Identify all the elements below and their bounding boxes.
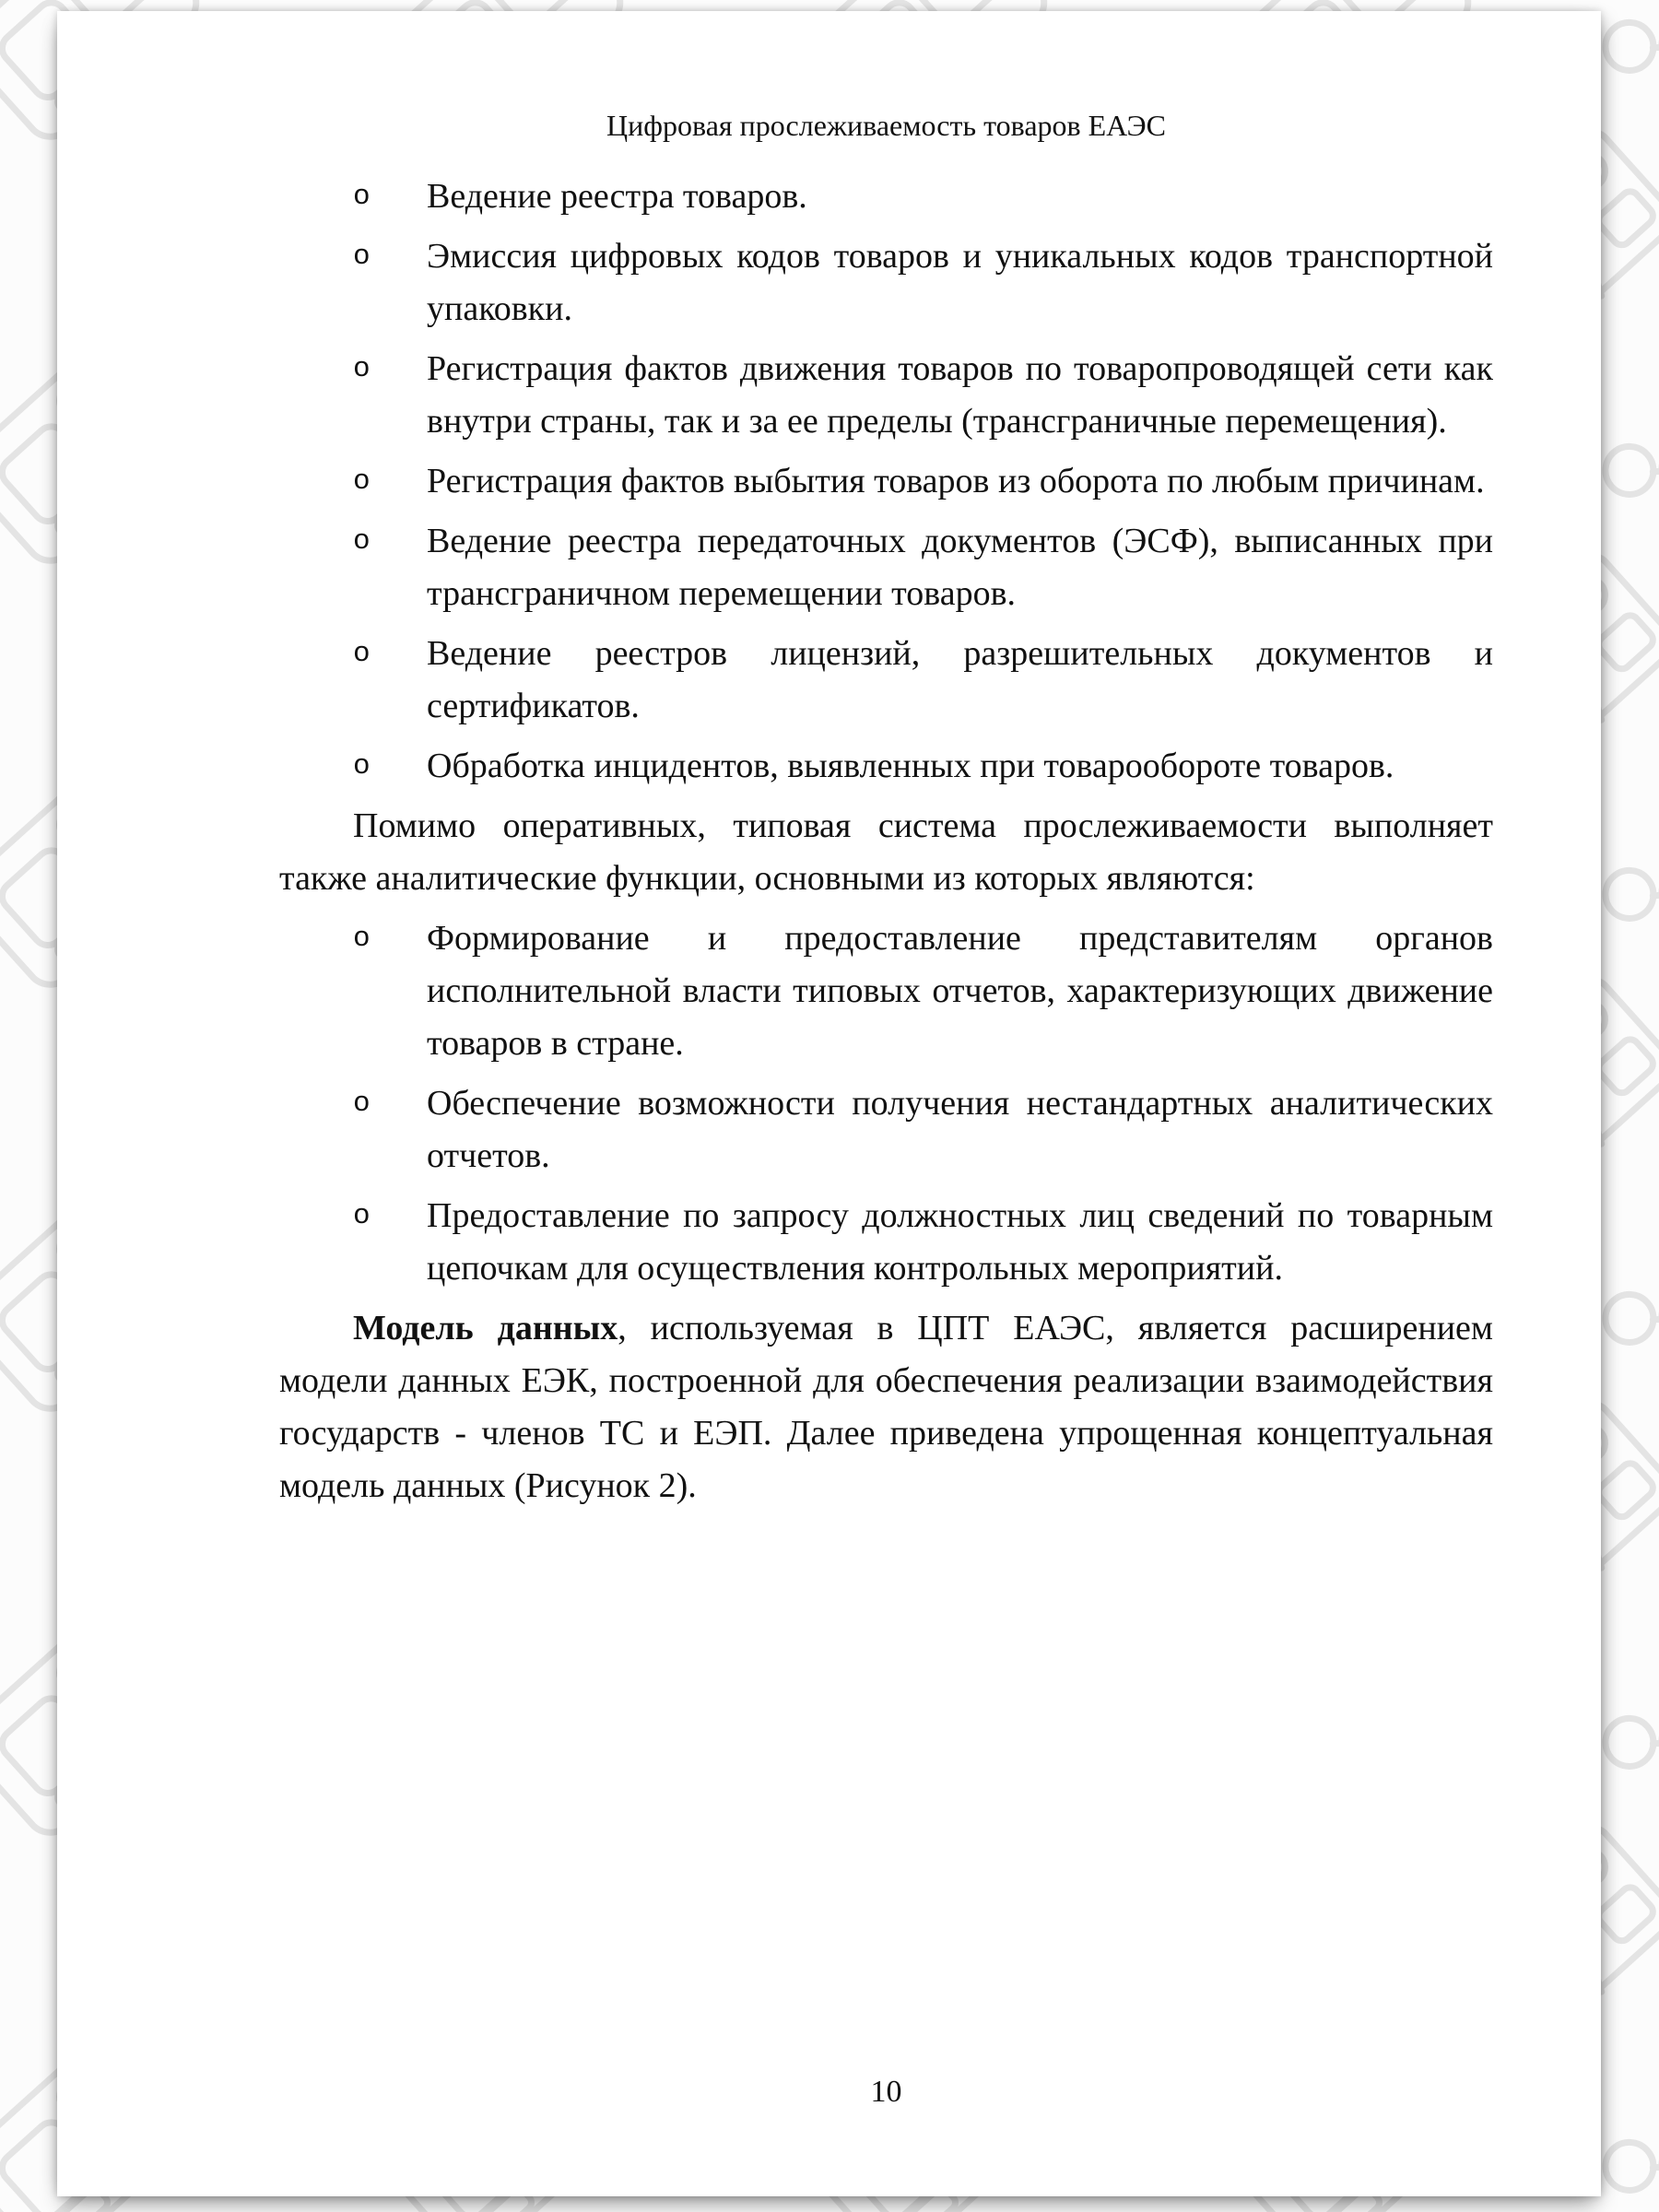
list-item (279, 628, 1493, 733)
list-item (279, 912, 1493, 1070)
page-content (279, 100, 1493, 1520)
list-item (279, 343, 1493, 448)
list-item-text: Предоставление по запросу должностных лиц сведений по товарным цепочкам для осуществления контрольных мероприятий. (427, 1196, 1493, 1288)
list-item-text: Ведение реестра товаров. (427, 177, 807, 216)
circle-bullet: o (353, 1200, 371, 1232)
list-item-text: Ведение реестров лицензий, разрешительных документов и сертификатов. (427, 634, 1493, 725)
list-item (279, 230, 1493, 335)
list-item (279, 740, 1493, 793)
circle-bullet: o (353, 525, 371, 558)
page-number: 10 (870, 2075, 902, 2109)
list-item (279, 171, 1493, 223)
circle-bullet: o (353, 465, 371, 498)
analytical-functions-list (279, 912, 1493, 1295)
circle-bullet: o (353, 638, 371, 670)
list-item (279, 515, 1493, 620)
operational-functions-list (279, 171, 1493, 793)
list-item (279, 455, 1493, 508)
circle-bullet: o (353, 353, 371, 385)
list-item-text: Регистрация фактов выбытия товаров из оборота по любым причинам. (427, 462, 1485, 500)
document-page (57, 11, 1601, 2196)
list-item-text: Обработка инцидентов, выявленных при товарообороте товаров. (427, 747, 1394, 785)
circle-bullet: o (353, 1088, 371, 1120)
circle-bullet: o (353, 750, 371, 782)
list-item-text: Обеспечение возможности получения нестандартных аналитических отчетов. (427, 1084, 1493, 1175)
running-header-title: Цифровая прослеживаемость товаров ЕАЭС (606, 109, 1166, 142)
list-item (279, 1190, 1493, 1295)
list-item-text: Ведение реестра передаточных документов (ЭСФ), выписанных при трансграничном перемещении товаров. (427, 522, 1493, 613)
list-item (279, 1077, 1493, 1182)
data-model-paragraph (279, 1302, 1493, 1512)
list-item-text: Регистрация фактов движения товаров по товаропроводящей сети как внутри страны, так и за ее пределы (трансграничные перемещения). (427, 349, 1493, 441)
intro-analytical-paragraph: Помимо оперативных, типовая система прослеживаемости выполняет также аналитические функции, основными из которых являются: (279, 806, 1493, 898)
circle-bullet: o (353, 241, 371, 273)
circle-bullet: o (353, 181, 371, 213)
data-model-term: Модель данных (353, 1309, 618, 1347)
list-item-text: Эмиссия цифровых кодов товаров и уникальных кодов транспортной упаковки. (427, 237, 1493, 328)
data-model-paragraph-text: , используемая в ЦПТ ЕАЭС, является расширением модели данных ЕЭК, построенной для обеспечения реализации взаимодействия государств - членов ТС и ЕЭП. Далее приведена упрощенная концептуальная модель данных (Рисунок 2). (279, 1309, 1493, 1505)
circle-bullet: o (353, 923, 371, 955)
list-item-text: Формирование и предоставление представителям органов исполнительной власти типовых отчетов, характеризующих движение товаров в стране. (427, 919, 1493, 1063)
